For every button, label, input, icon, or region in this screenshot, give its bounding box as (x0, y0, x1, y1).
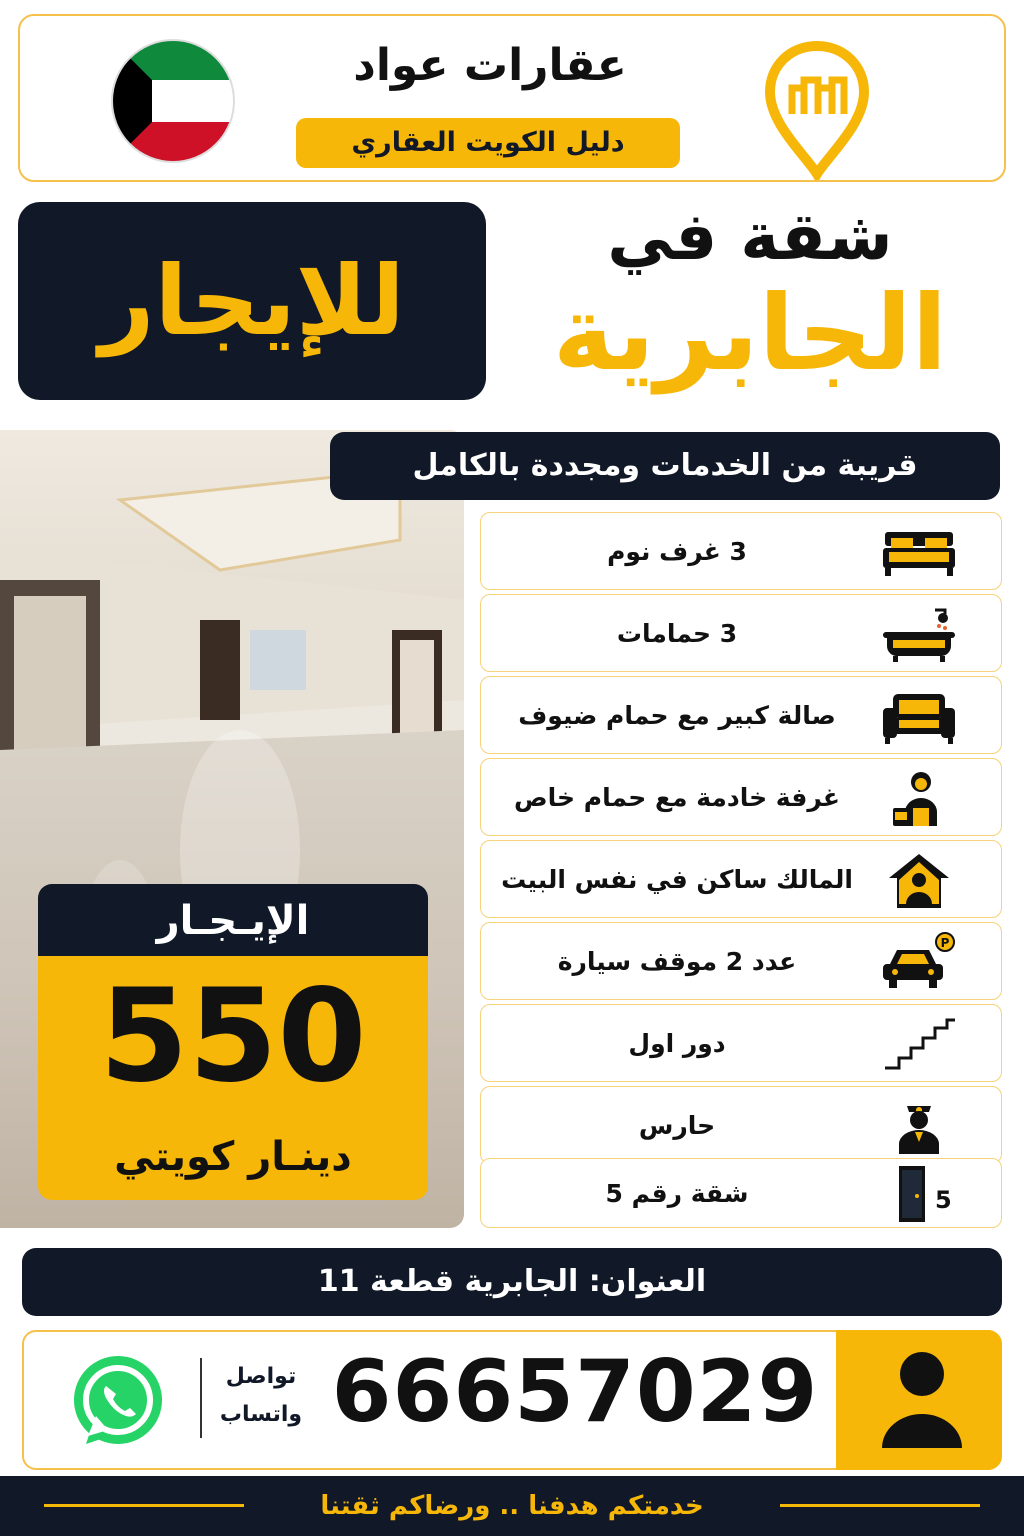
location-pin-logo-icon (762, 40, 872, 180)
feature-label: حارس (638, 1110, 716, 1140)
whatsapp-icon[interactable] (66, 1350, 170, 1454)
subtitle-banner: قريبة من الخدمات ومجددة بالكامل (330, 432, 1000, 500)
price-value: 550 (99, 962, 367, 1111)
phone-number[interactable]: 66657029 (331, 1342, 819, 1442)
svg-text:P: P (940, 936, 950, 950)
bed-icon (877, 519, 961, 585)
feature-item-guard (480, 1086, 1002, 1164)
feature-label: عدد 2 موقف سيارة (557, 946, 797, 976)
feature-label: المالك ساكن في نفس البيت (501, 864, 853, 894)
sofa-icon (877, 683, 961, 749)
feature-label: 3 غرف نوم (607, 536, 747, 566)
address-banner: العنوان: الجابرية قطعة 11 (22, 1248, 1002, 1316)
person-icon (836, 1330, 1002, 1470)
for-rent-badge: للإيجار (18, 202, 486, 400)
feature-item-maid-room (480, 758, 1002, 836)
feature-item-bedrooms (480, 512, 1002, 590)
feature-label: 3 حمامات (616, 618, 738, 648)
kuwait-flag-icon (110, 38, 236, 164)
title-line1: شقة في (607, 198, 893, 275)
owner-house-icon (877, 847, 961, 913)
price-heading: الإيـجـار (38, 884, 428, 958)
brand-name: عقارات عواد (353, 40, 627, 91)
feature-item-floor (480, 1004, 1002, 1082)
price-unit: دينـار كويتي (114, 1134, 352, 1180)
feature-label: غرفة خادمة مع حمام خاص (514, 782, 840, 812)
door-icon (877, 1161, 961, 1227)
contact-divider (200, 1358, 202, 1438)
whatsapp-label: واتساب (219, 1402, 303, 1427)
feature-item-bathrooms (480, 594, 1002, 672)
contact-label: تواصل (225, 1364, 297, 1389)
feature-label: صالة كبير مع حمام ضيوف (518, 700, 836, 730)
title-location: الجابرية (552, 272, 948, 394)
feature-label: دور اول (628, 1028, 726, 1058)
feature-item-living-room (480, 676, 1002, 754)
feature-label: شقة رقم 5 (605, 1178, 749, 1208)
guard-icon (877, 1093, 961, 1159)
feature-item-apartment-number (480, 1158, 1002, 1228)
apartment-number-badge: 5 (935, 1186, 952, 1214)
footer-slogan: خدمتكم هدفنا .. ورضاكم ثقتنا (320, 1491, 704, 1521)
stairs-icon (877, 1011, 961, 1077)
car-parking-icon (877, 929, 961, 995)
feature-item-owner (480, 840, 1002, 918)
tagline: دليل الكويت العقاري (296, 118, 680, 168)
feature-item-parking (480, 922, 1002, 1000)
maid-icon (877, 765, 961, 831)
bathtub-icon (877, 601, 961, 667)
